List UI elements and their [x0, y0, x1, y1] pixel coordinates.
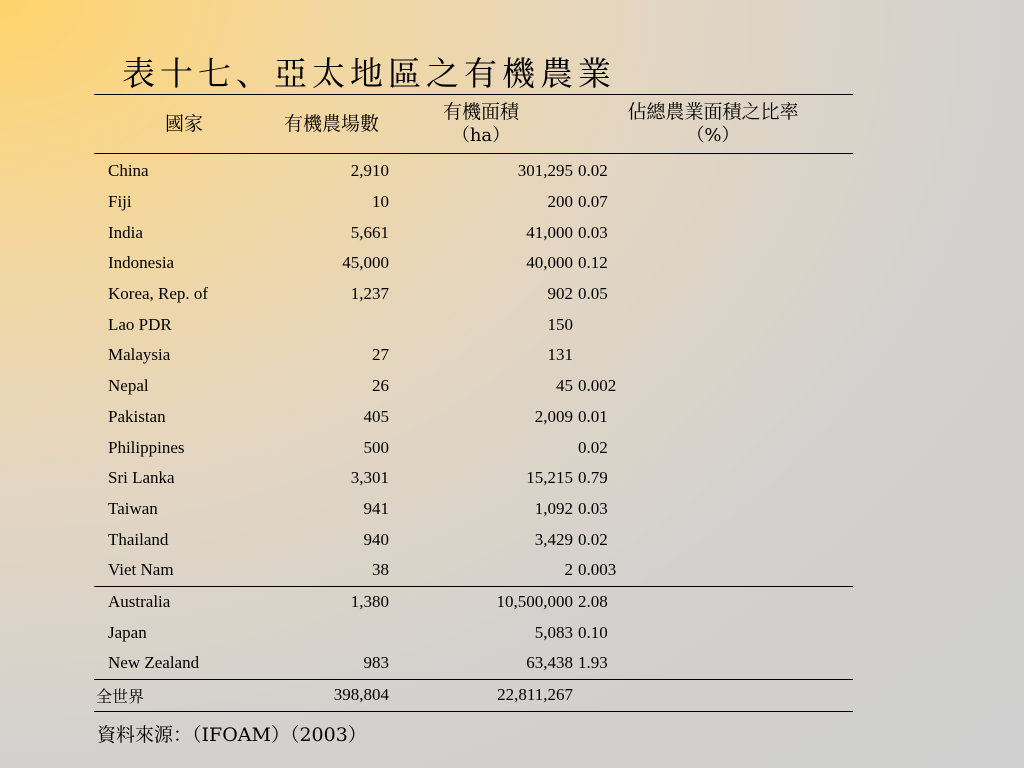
cell-farms: 405	[363, 406, 389, 426]
cell-farms: 1,237	[350, 284, 389, 304]
cell-ratio	[573, 309, 853, 340]
cell-ratio: 0.05	[578, 284, 608, 304]
cell-area: 10,500,000	[496, 591, 573, 611]
cell-area: 41,000	[526, 222, 573, 242]
cell-area: 2	[389, 555, 573, 586]
cell-country: Thailand	[108, 529, 169, 549]
cell-country: Nepal	[108, 376, 149, 396]
table-row	[94, 555, 853, 586]
cell-ratio: 1.93	[573, 648, 853, 679]
table-header-row	[94, 95, 853, 154]
cell-country: Korea, Rep. of	[108, 284, 209, 304]
cell-ratio: 2.08	[578, 591, 608, 611]
cell-ratio: 0.07	[578, 192, 608, 212]
cell-country: China	[108, 161, 149, 181]
cell-area: 15,215	[526, 468, 573, 488]
table-row	[94, 524, 853, 555]
header-country	[94, 95, 274, 154]
table-row	[94, 279, 853, 310]
cell-ratio: 0.02	[578, 437, 608, 457]
cell-area: 902	[547, 284, 573, 304]
cell-area: 3,429	[534, 529, 573, 549]
cell-country: Japan	[108, 622, 147, 642]
organic-agriculture-table	[94, 94, 853, 712]
table-body	[94, 154, 853, 712]
cell-ratio: 0.79	[578, 468, 608, 488]
page-title: 表十七、亞太地區之有機農業	[122, 54, 616, 93]
header-country-label: 國家	[164, 112, 203, 135]
cell-farms: 38	[274, 555, 389, 586]
header-farms	[274, 95, 389, 154]
cell-area	[389, 432, 573, 463]
cell-ratio: 0.02	[578, 161, 608, 181]
cell-farms: 45,000	[342, 253, 389, 273]
header-area-unit: （ha）	[451, 125, 511, 146]
table-row	[94, 371, 853, 402]
cell-farms: 3,301	[350, 468, 389, 488]
cell-country: Australia	[108, 591, 171, 611]
cell-farms: 5,661	[350, 222, 389, 242]
cell-area: 2,009	[534, 406, 573, 426]
cell-farms: 2,910	[350, 161, 389, 181]
total-label: 全世界	[94, 679, 274, 711]
table-row	[94, 187, 853, 218]
table-row	[94, 248, 853, 279]
table-row	[94, 648, 853, 679]
table-row	[94, 154, 853, 187]
cell-country: Lao PDR	[108, 314, 172, 334]
cell-area: 200	[547, 192, 573, 212]
cell-country: Fiji	[108, 192, 132, 212]
cell-ratio: 0.03	[578, 498, 608, 518]
total-ratio	[573, 679, 853, 711]
cell-country: New Zealand	[94, 648, 274, 679]
table-row	[94, 432, 853, 463]
cell-ratio	[573, 340, 853, 371]
table-row	[94, 586, 853, 617]
cell-farms: 10	[372, 192, 389, 212]
cell-farms: 500	[363, 437, 389, 457]
table-row	[94, 402, 853, 433]
source-note: 資料來源：（IFOAM）（2003）	[97, 724, 367, 746]
cell-area: 131	[547, 345, 573, 365]
cell-ratio: 0.03	[578, 222, 608, 242]
cell-area: 301,295	[517, 161, 573, 181]
cell-country: Philippines	[108, 437, 185, 457]
total-row	[94, 679, 853, 711]
cell-area: 1,092	[534, 498, 573, 518]
cell-farms: 940	[363, 529, 389, 549]
cell-ratio: 0.02	[578, 529, 608, 549]
cell-ratio: 0.01	[578, 406, 608, 426]
cell-area: 40,000	[526, 253, 573, 273]
cell-country: Sri Lanka	[108, 468, 175, 488]
cell-country: Malaysia	[108, 345, 171, 365]
cell-farms	[274, 309, 389, 340]
cell-country: Indonesia	[108, 253, 175, 273]
header-area-label: 有機面積	[442, 101, 519, 123]
cell-ratio: 0.002	[578, 376, 617, 396]
cell-farms: 26	[372, 376, 389, 396]
cell-country: Viet Nam	[94, 555, 274, 586]
table-row	[94, 340, 853, 371]
header-farms-label: 有機農場數	[283, 112, 379, 135]
header-ratio	[573, 95, 853, 154]
cell-farms: 1,380	[350, 591, 389, 611]
table-row	[94, 309, 853, 340]
cell-ratio: 0.10	[578, 622, 608, 642]
cell-area: 5,083	[534, 622, 573, 642]
cell-country: Pakistan	[108, 406, 166, 426]
table-row	[94, 217, 853, 248]
total-area: 22,811,267	[389, 679, 573, 711]
total-farms: 398,804	[274, 679, 389, 711]
table-row	[94, 494, 853, 525]
header-ratio-unit: （%）	[686, 125, 740, 146]
cell-farms: 983	[274, 648, 389, 679]
table-row	[94, 617, 853, 648]
cell-area: 45	[556, 376, 573, 396]
header-ratio-label: 佔總農業面積之比率	[627, 101, 799, 123]
cell-farms: 941	[363, 498, 389, 518]
header-area	[389, 95, 573, 154]
cell-ratio: 0.12	[578, 253, 608, 273]
cell-ratio: 0.003	[573, 555, 853, 586]
cell-country: Taiwan	[108, 498, 158, 518]
table-row	[94, 463, 853, 494]
cell-farms: 27	[372, 345, 389, 365]
cell-area: 63,438	[389, 648, 573, 679]
cell-farms	[274, 617, 389, 648]
cell-country: India	[108, 222, 143, 242]
cell-area: 150	[547, 314, 573, 334]
